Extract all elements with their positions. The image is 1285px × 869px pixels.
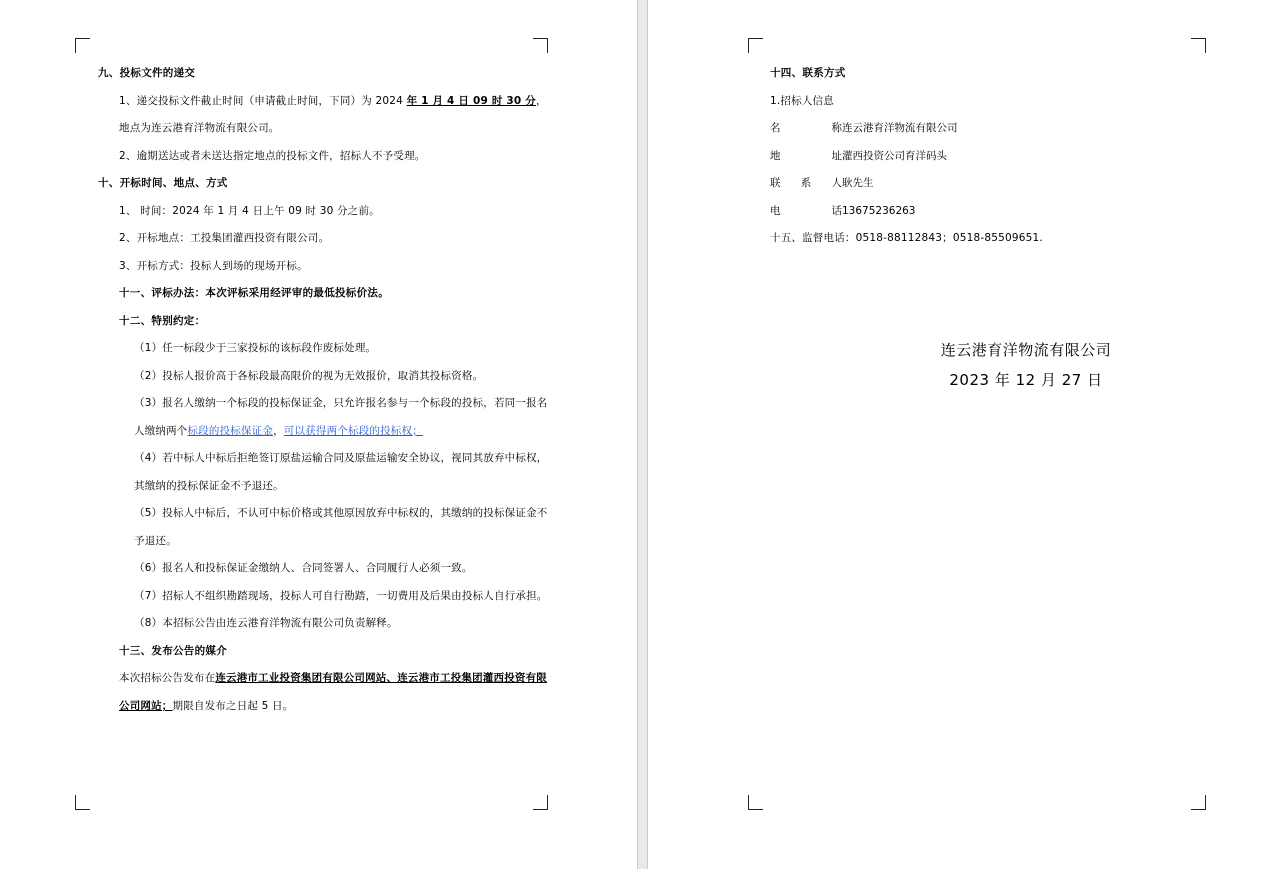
paragraph-12-6: （6）报名人和投标保证金缴纳人、合同签署人、合同履行人必须一致。 [134,562,473,574]
field-address [770,143,1210,171]
text-run-link: 可以获得两个标段的投标权； [283,424,423,437]
crop-mark-top-left [748,38,763,53]
crop-mark-bottom-right [533,795,548,810]
field-address-value: 灌西投资公司育洋码头 [842,149,947,162]
section-heading-14: 十四、联系方式 [770,67,846,79]
text-run: ， [273,424,284,437]
document-page-left [0,0,637,869]
label-char: 人 [831,177,842,189]
label-char: 系 [800,177,812,189]
paragraph-12-3 [98,390,548,445]
section-heading-10: 十、开标时间、地点、方式 [98,177,228,189]
section-heading-13: 十三、发布公告的媒介 [119,644,227,657]
paragraph-12-2: （2）投标人报价高于各标段最高限价的视为无效报价，取消其投标资格。 [134,369,484,382]
crop-mark-bottom-right [1191,795,1206,810]
field-phone-value: 13675236263 [842,204,916,217]
section-heading-12: 十二、特别约定： [119,314,206,327]
right-page-content [770,60,1210,395]
text-run-link: 标段的投标保证金 [187,424,274,437]
section-heading-9: 九、投标文件的递交 [98,67,196,79]
field-address-label [770,143,842,171]
paragraph-9-1 [98,88,548,143]
text-run: 1、递交投标文件截止时间（申请截止时间，下同）为 2024 [119,94,407,107]
signature-block [770,335,1210,395]
page-gutter [637,0,648,869]
label-char: 址 [831,149,842,162]
label-char: 地 [770,149,781,162]
subheading-bidder-info: 1.招标人信息 [770,94,834,107]
field-contact-person [770,170,1210,198]
paragraph-12-7: （7）招标人不组织勘踏现场，投标人可自行勘踏，一切费用及后果由投标人自行承担。 [134,589,548,602]
field-name [770,115,1210,143]
text-run: （3）报名人缴纳一个标段的投标保证金，只允许报名参与一个标段的投标，若同一报名人缴纳两个 [134,397,548,437]
paragraph-10-1: 1、 时间：2024 年 1 月 4 日上午 09 时 30 分之前。 [119,204,380,217]
paragraph-12-1: （1）任一标段少于三家投标的该标段作废标处理。 [134,342,377,354]
crop-mark-bottom-left [748,795,763,810]
text-run: ，地点为连云港育洋物流有限公司。 [119,94,547,134]
text-run-emphasis: 连云港市工业投资集团有限公司网站、连云港市工投集团灌西投资有限公司网站； [119,672,548,712]
label-char: 名 [770,122,781,134]
paragraph-9-2: 2、逾期送达或者未送达指定地点的投标文件，招标人不予受理。 [119,149,426,162]
paragraph-13-1 [98,665,548,720]
paragraph-10-3: 3、开标方式：投标人到场的现场开标。 [119,259,308,272]
field-contact-person-value: 耿先生 [842,177,874,189]
section-heading-11: 十一、评标办法：本次评标采用经评审的最低投标价法。 [119,287,389,299]
text-run-emphasis: 年 1 月 4 日 09 时 30 分 [406,94,536,107]
label-char: 称 [831,122,842,134]
text-run: 本次招标公告发布在 [119,672,216,684]
field-contact-person-label [770,170,842,198]
signature-company: 连云港育洋物流有限公司 [940,340,1112,359]
field-phone [770,198,1210,226]
crop-mark-bottom-left [75,795,90,810]
field-name-label [770,115,842,143]
crop-mark-top-right [533,38,548,53]
paragraph-12-5: （5）投标人中标后，不认可中标价格或其他原因放弃中标权的，其缴纳的投标保证金不予退还。 [134,507,548,547]
signature-date: 2023 年 12 月 27 日 [949,370,1103,389]
paragraph-12-8: （8）本招标公告由连云港育洋物流有限公司负责解释。 [134,617,398,629]
label-char: 联 [770,177,781,189]
document-page-right [648,0,1285,869]
crop-mark-top-left [75,38,90,53]
label-char: 电 [770,204,781,217]
left-page-content [98,60,548,720]
label-char: 话 [831,204,842,217]
paragraph-12-4: （4）若中标人中标后拒绝签订原盐运输合同及原盐运输安全协议，视同其放弃中标权，其缴纳的投标保证金不予退还。 [134,452,548,492]
paragraph-10-2: 2、开标地点：工投集团灌西投资有限公司。 [119,232,330,244]
section-heading-15-supervision: 十五、监督电话：0518-88112843；0518-85509651. [770,232,1043,244]
field-name-value: 连云港育洋物流有限公司 [842,122,958,134]
text-run: 期限自发布之日起 5 日。 [172,699,294,712]
crop-mark-top-right [1191,38,1206,53]
field-phone-label [770,198,842,226]
